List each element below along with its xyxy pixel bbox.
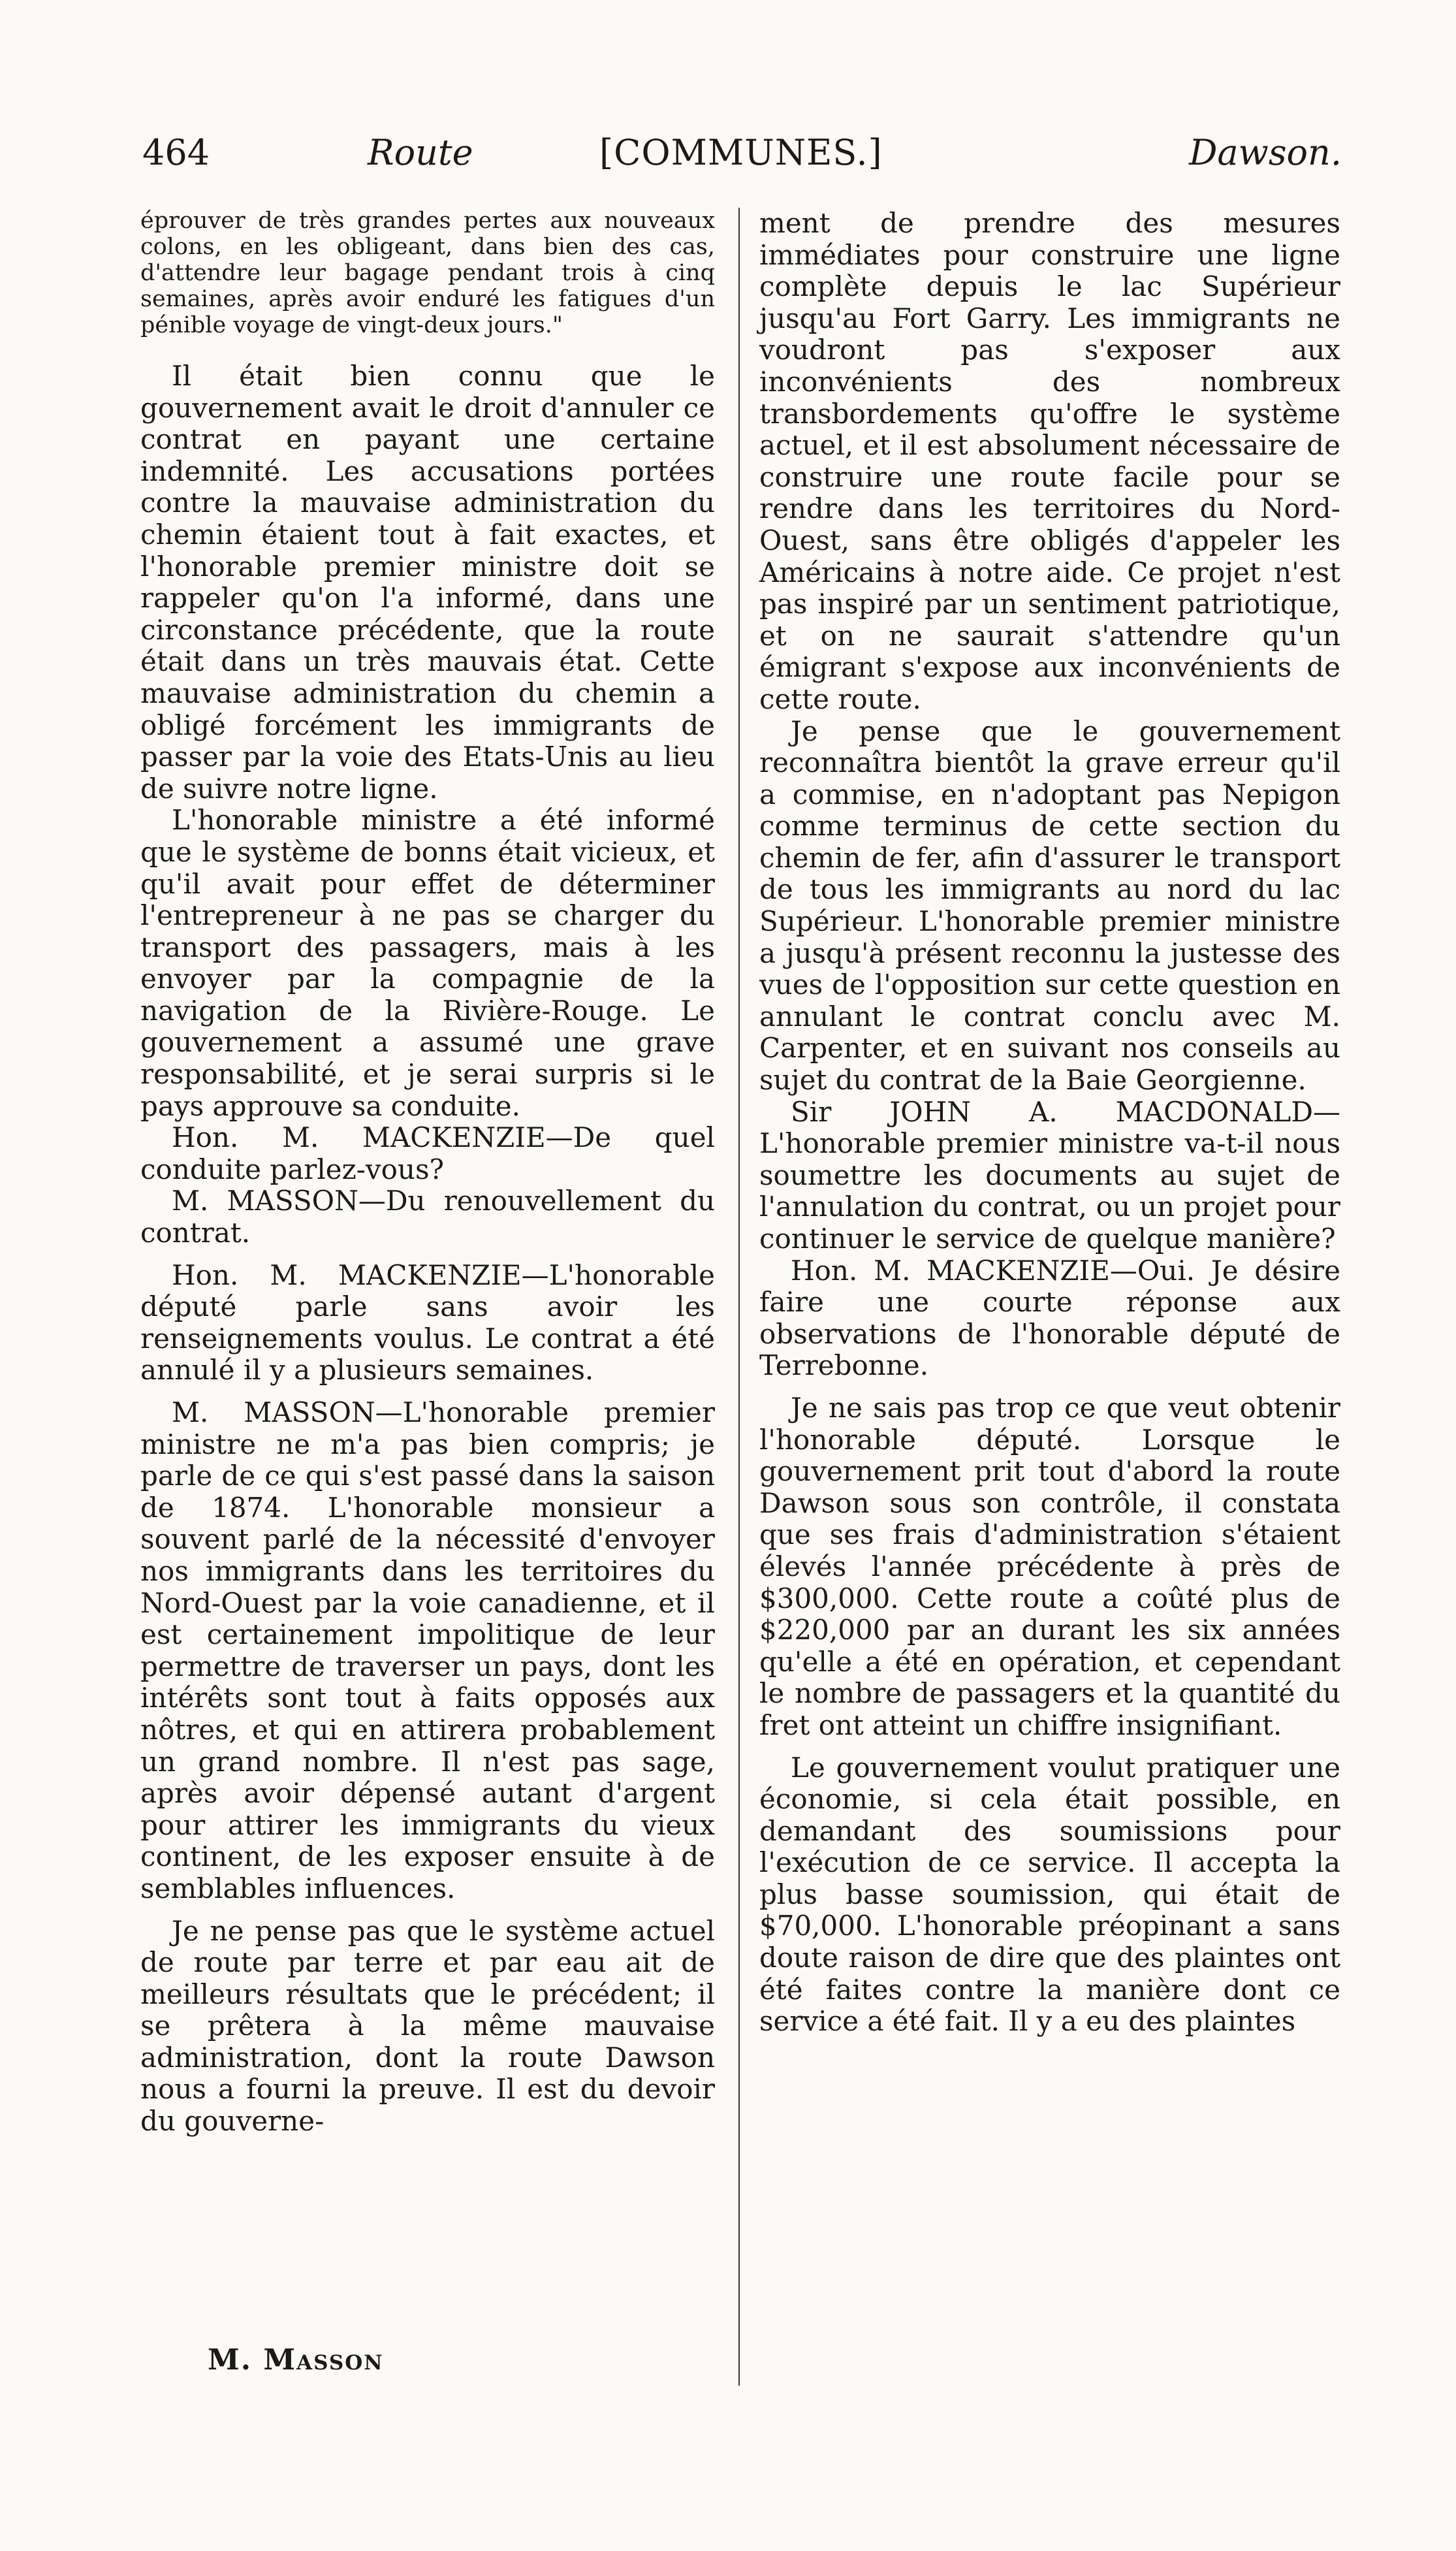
paragraph: ment de prendre des mesures immédiates pour construire une ligne complète depuis le lac Supérieur jusqu'au Fort Garry. Les immigrants ne voudront pas s'exposer aux inconvénients des nombreux transbordements qu'offre le système actuel, et il est absolument nécessaire de construire une route facile pour se rendre dans les territoires du Nord-Ouest, sans être obligés d'appeler les Américains à notre aide. Ce projet n'est pas inspiré par un sentiment patriotique, et on ne saurait s'attendre qu'un émigrant s'expose aux inconvénients de cette route. — [759, 207, 1340, 715]
speaker-name: Masson — [263, 2343, 384, 2377]
right-column — [759, 208, 1340, 2038]
speaker-footer — [208, 2343, 384, 2377]
speaker-paragraph: M. MASSON—L'honorable premier ministre ne m'a pas bien compris; je parle de ce qui s'est passé dans la saison de 1874. L'honorable monsieur a souvent parlé de la nécessité d'envoyer nos immigrants dans les territoires du Nord-Ouest par la voie canadienne, et il est certainement impolitique de leur permettre de traverser un pays, dont les intérêts sont tout à faits opposés aux nôtres, et qui en attirera probablement un grand nombre. Il n'est pas sage, après avoir dépensé autant d'argent pour attirer les immigrants du vieux continent, de les exposer ensuite à de semblables influences. — [140, 1396, 715, 1904]
paragraph: Il était bien connu que le gouvernement avait le droit d'annuler ce contrat en payant une certaine indemnité. Les accusations portées contre la mauvaise administration du chemin étaient tout à fait exactes, et l'honorable premier ministre doit se rappeler qu'on l'a informé, dans une circonstance précédente, que la route était dans un très mauvais état. Cette mauvaise administration du chemin a obligé forcément les immigrants de passer par la voie des Etats-Unis au lieu de suivre notre ligne. — [140, 360, 715, 805]
header-center-title: [COMMUNES.] — [599, 132, 883, 173]
speaker-initial: M. — [208, 2343, 253, 2377]
speaker-paragraph: M. MASSON—Du renouvellement du contrat. — [140, 1185, 715, 1249]
speaker-paragraph: Hon. M. MACKENZIE—De quel conduite parlez-vous? — [140, 1121, 715, 1185]
paragraph: L'honorable ministre a été informé que le système de bonns était vicieux, et qu'il avait pour effet de déterminer l'entrepreneur à ne pas se charger du transport des passagers, mais à les envoyer par la compagnie de la navigation de la Rivière-Rouge. Le gouvernement a assumé une grave responsabilité, et je serai surpris si le pays approuve sa conduite. — [140, 804, 715, 1122]
header-left-title: Route — [368, 132, 473, 173]
paragraph: Je ne sais pas trop ce que veut obtenir l'honorable député. Lorsque le gouvernement prit tout d'abord la route Dawson sous son contrôle, il constata que ses frais d'administration s'étaient élevés l'année précédente à près de $300,000. Cette route a coûté plus de $220,000 par an durant les six années qu'elle a été en opération, et cependant le nombre de passagers et la quantité du fret ont atteint un chiffre insignifiant. — [759, 1391, 1340, 1741]
page-number: 464 — [142, 132, 210, 173]
speaker-paragraph: Sir JOHN A. MACDONALD—L'honorable premier ministre va-t-il nous soumettre les documents au sujet de l'annulation du contrat, ou un projet pour continuer le service de quelque manière? — [759, 1095, 1340, 1255]
paragraph: Je pense que le gouvernement reconnaîtra bientôt la grave erreur qu'il a commise, en n'adoptant pas Nepigon comme terminus de cette section du chemin de fer, afin d'assurer le transport de tous les immigrants au nord du lac Supérieur. L'honorable premier ministre a jusqu'à présent reconnu la justesse des vues de l'opposition sur cette question en annulant le contrat conclu avec M. Carpenter, et en suivant nos conseils au sujet du contrat de la Baie Georgienne. — [759, 714, 1340, 1097]
running-header — [142, 132, 1342, 184]
left-column — [140, 208, 715, 2138]
header-right-title: Dawson. — [1189, 132, 1342, 173]
paragraph: Le gouvernement voulut pratiquer une économie, si cela était possible, en demandant des soumissions pour l'exécution de ce service. Il accepta la plus basse soumission, qui était de $70,000. L'honorable préopinant a sans doute raison de dire que des plaintes ont été faites contre la manière dont ce service a été fait. Il y a eu des plaintes — [759, 1751, 1340, 2038]
paragraph: Je ne pense pas que le système actuel de route par terre et par eau ait de meilleurs résultats que le précédent; il se prêtera à la même mauvaise administration, dont la route Dawson nous a fourni la preuve. Il est du devoir du gouverne- — [140, 1914, 715, 2138]
quoted-passage: éprouver de très grandes pertes aux nouveaux colons, en les obligeant, dans bien des cas, d'attendre leur bagage pendant trois à cinq semaines, après avoir enduré les fatigues d'un pénible voyage de vingt-deux jours." — [140, 208, 715, 338]
speaker-paragraph: Hon. M. MACKENZIE—L'honorable député parle sans avoir les renseignements voulus. Le contrat a été annulé il y a plusieurs semaines. — [140, 1259, 715, 1387]
speaker-paragraph: Hon. M. MACKENZIE—Oui. Je désire faire une courte réponse aux observations de l'honorable député de Terrebonne. — [759, 1254, 1340, 1382]
column-divider — [738, 208, 740, 2386]
